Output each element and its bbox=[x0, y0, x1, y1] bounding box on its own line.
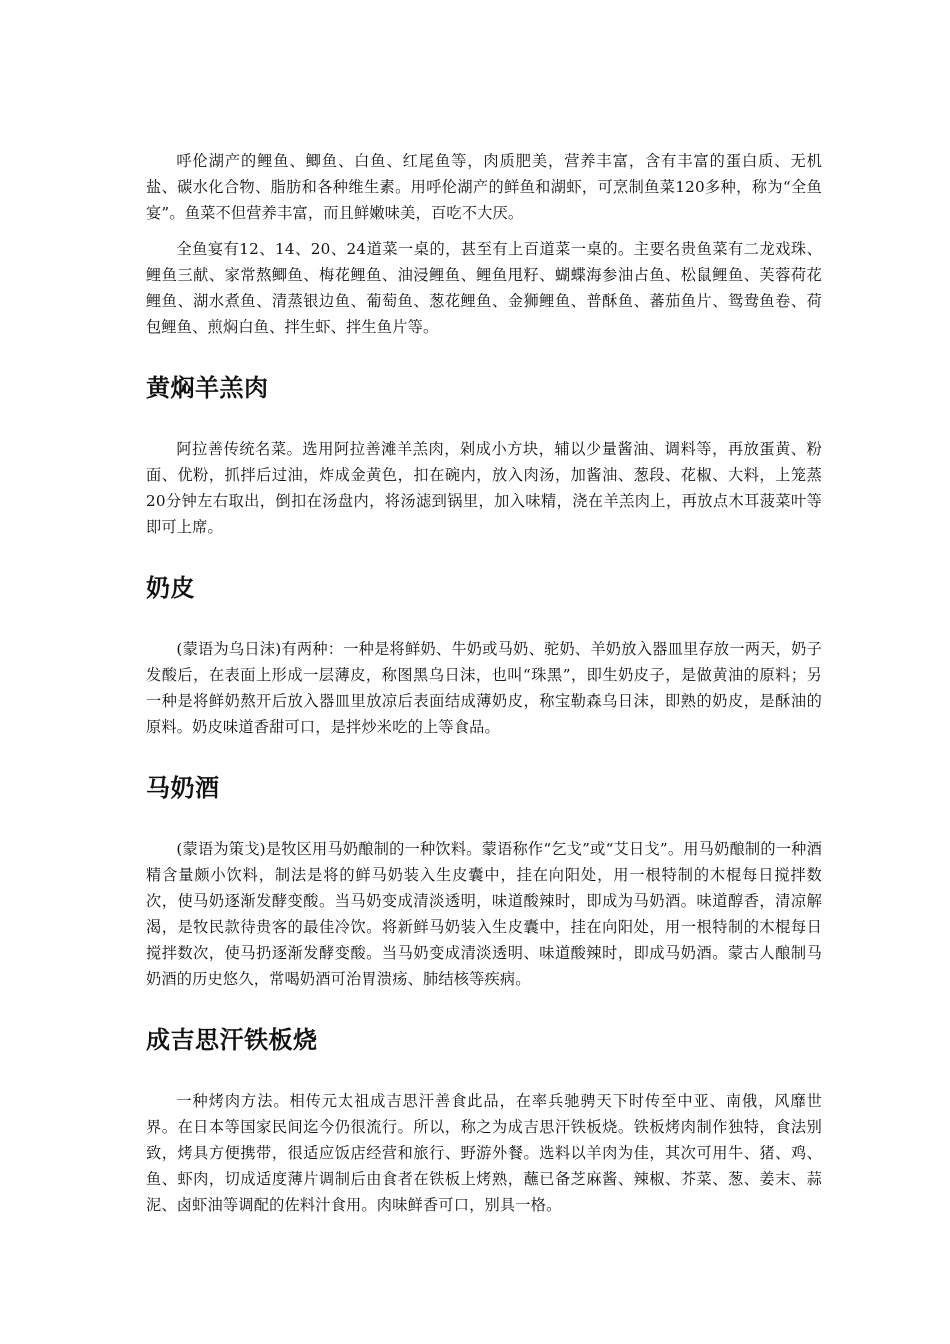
section-paragraph: (蒙语为策戈)是牧区用马奶酿制的一种饮料。蒙语称作“乞戈”或“艾日戈”。用马奶酿制的一种酒精含量颇小饮料，制法是将的鲜马奶装入生皮囊中，挂在向阳处，用一根特制的木棍每日搅拌数次，使马奶逐渐发酵变酸。当马奶变成清淡透明，味道酸辣时，即成为马奶酒。味道醇香，清凉解渴，是牧民款待贵客的最佳冷饮。将新鲜马奶装入生皮囊中，挂在向阳处，用一根特制的木棍每日搅拌数次，使马扔逐渐发酵变酸。当马奶变成清淡透明、味道酸辣时，即成马奶酒。蒙古人酿制马奶酒的历史悠久，常喝奶酒可治胃溃疡、肺结核等疾病。 bbox=[146, 840, 822, 988]
section-paragraph: 阿拉善传统名菜。选用阿拉善滩羊羔肉，剁成小方块，辅以少量酱油、调料等，再放蛋黄、粉面、优粉，抓拌后过油，炸成金黄色，扣在碗内，放入肉汤，加酱油、葱段、花椒、大料，上笼蒸20分钟左右取出，倒扣在汤盘内，将汤滤到锅里，加入味精，浇在羊羔肉上，再放点木耳菠菜叶等即可上席。 bbox=[146, 440, 822, 536]
section-paragraph: 一种烤肉方法。相传元太祖成吉思汗善食此品，在率兵驰骋天下时传至中亚、南俄，风靡世界。在日本等国家民间迄今仍很流行。所以，称之为成吉思汗铁板烧。铁板烤肉制作独特，食法别致，烤具方便携带，很适应饭店经营和旅行、野游外餐。选料以羊肉为佳，其次可用牛、猪、鸡、鱼、虾肉，切成适度薄片调制后由食者在铁板上烤熟，蘸已备芝麻酱、辣椒、芥菜、葱、姜末、蒜泥、卤虾油等调配的佐料汁食用。肉味鲜香可口，别具一格。 bbox=[146, 1092, 822, 1214]
section-heading-chengjisihan-tiebanshao: 成吉思汗铁板烧 bbox=[146, 1026, 318, 1054]
section-heading-huangmen-yanggaorou: 黄焖羊羔肉 bbox=[146, 374, 269, 402]
section-paragraph: (蒙语为乌日沫)有两种：一种是将鲜奶、牛奶或马奶、驼奶、羊奶放入器皿里存放一两天，奶子发酸后，在表面上形成一层薄皮，称图黑乌日沫，也叫“珠黑”，即生奶皮子，是做黄油的原料；另一种是将鲜奶熬开后放入器皿里放凉后表面结成薄奶皮，称宝勒森乌日沫，即熟的奶皮，是酥油的原料。奶皮味道香甜可口，是拌炒米吃的上等食品。 bbox=[146, 640, 822, 736]
section-heading-naipi: 奶皮 bbox=[146, 574, 195, 602]
intro-paragraph: 呼伦湖产的鲤鱼、鲫鱼、白鱼、红尾鱼等，肉质肥美，营养丰富，含有丰富的蛋白质、无机盐、碳水化合物、脂肪和各种维生素。用呼伦湖产的鲜鱼和湖虾，可烹制鱼菜120多种，称为“全鱼宴”。鱼菜不但营养丰富，而且鲜嫩味美，百吃不大厌。 bbox=[146, 152, 822, 222]
intro-paragraph: 全鱼宴有12、14、20、24道菜一桌的，甚至有上百道菜一桌的。主要名贵鱼菜有二龙戏珠、鲤鱼三献、家常熬鲫鱼、梅花鲤鱼、油浸鲤鱼、鲤鱼甩籽、蝴蝶海参油占鱼、松鼠鲤鱼、芙蓉荷花鲤鱼、湖水煮鱼、清蒸银边鱼、葡萄鱼、葱花鲤鱼、金狮鲤鱼、普酥鱼、蕃茄鱼片、鸳鸯鱼卷、荷包鲤鱼、煎焖白鱼、拌生虾、拌生鱼片等。 bbox=[146, 240, 822, 336]
document-page bbox=[146, 148, 822, 1218]
section-heading-manaijiu: 马奶酒 bbox=[146, 774, 220, 802]
